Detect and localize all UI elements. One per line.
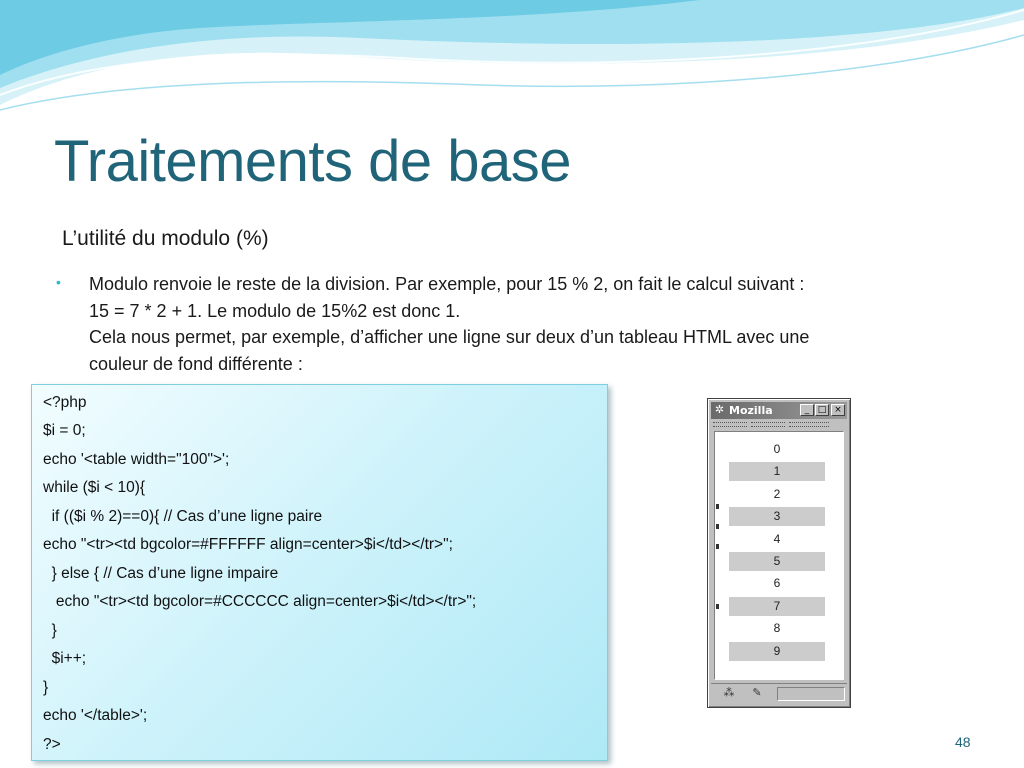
header-wave-banner	[0, 0, 1024, 130]
mozilla-icon: ✲	[714, 404, 725, 416]
table-row: 9	[729, 642, 825, 661]
table-row: 3	[729, 507, 825, 526]
code-snippet-box	[31, 384, 608, 761]
slide-subtitle: L’utilité du modulo (%)	[62, 227, 269, 250]
code-line: echo "<tr><td bgcolor=#FFFFFF align=center>$i</td></tr>";	[43, 536, 453, 553]
security-icon[interactable]: ⁂	[723, 687, 735, 699]
bullet-line: Cela nous permet, par exemple, d’afficher une ligne sur deux d’un tableau HTML avec une	[89, 327, 810, 347]
close-button[interactable]: ×	[831, 404, 845, 416]
window-statusbar	[711, 683, 847, 703]
code-line: $i++;	[43, 650, 87, 667]
edit-icon[interactable]: ✎	[752, 687, 762, 699]
table-row: 7	[729, 597, 825, 616]
sidebar-grip-mark	[716, 604, 719, 609]
table-row: 4	[729, 530, 825, 549]
window-titlebar[interactable]	[711, 402, 847, 419]
toolbar-grip[interactable]	[751, 422, 785, 427]
code-line: echo "<tr><td bgcolor=#CCCCCC align=center>$i</td></tr>";	[43, 593, 477, 610]
sidebar-grip-mark	[716, 544, 719, 549]
code-line: } else { // Cas d’une ligne impaire	[43, 565, 279, 582]
browser-window-screenshot	[707, 398, 851, 708]
maximize-button[interactable]: □	[815, 404, 829, 416]
code-line: $i = 0;	[43, 422, 86, 439]
status-text-field	[777, 687, 845, 701]
sidebar-grip-mark	[716, 504, 719, 509]
page-number: 48	[955, 734, 971, 750]
code-line: <?php	[43, 394, 87, 411]
table-row: 6	[729, 574, 825, 593]
code-line: echo '<table width="100">';	[43, 451, 230, 468]
rendered-table	[714, 431, 844, 680]
code-line: ?>	[43, 736, 61, 753]
toolbar-grip[interactable]	[713, 422, 747, 427]
table-row: 8	[729, 619, 825, 638]
window-toolbar	[711, 421, 847, 429]
table-row: 2	[729, 485, 825, 504]
table-row: 0	[729, 440, 825, 459]
toolbar-grip[interactable]	[789, 422, 829, 427]
code-line: }	[43, 679, 49, 696]
code-line: echo '</table>';	[43, 707, 148, 724]
window-title: Mozilla	[729, 404, 773, 417]
sidebar-grip-mark	[716, 524, 719, 529]
slide-title: Traitements de base	[54, 129, 572, 194]
code-line: while ($i < 10){	[43, 479, 146, 496]
bullet-icon: •	[56, 274, 61, 290]
bullet-line: 15 = 7 * 2 + 1. Le modulo de 15%2 est donc 1.	[89, 300, 461, 321]
code-line: if (($i % 2)==0){ // Cas d’une ligne paire	[43, 508, 323, 525]
table-row: 5	[729, 552, 825, 571]
bullet-text	[89, 271, 949, 377]
bullet-line: couleur de fond différente :	[89, 353, 303, 374]
minimize-button[interactable]: _	[800, 404, 814, 416]
code-line: }	[43, 622, 57, 639]
table-row: 1	[729, 462, 825, 481]
bullet-line: Modulo renvoie le reste de la division. Par exemple, pour 15 % 2, on fait le calcul suivant :	[89, 274, 805, 294]
